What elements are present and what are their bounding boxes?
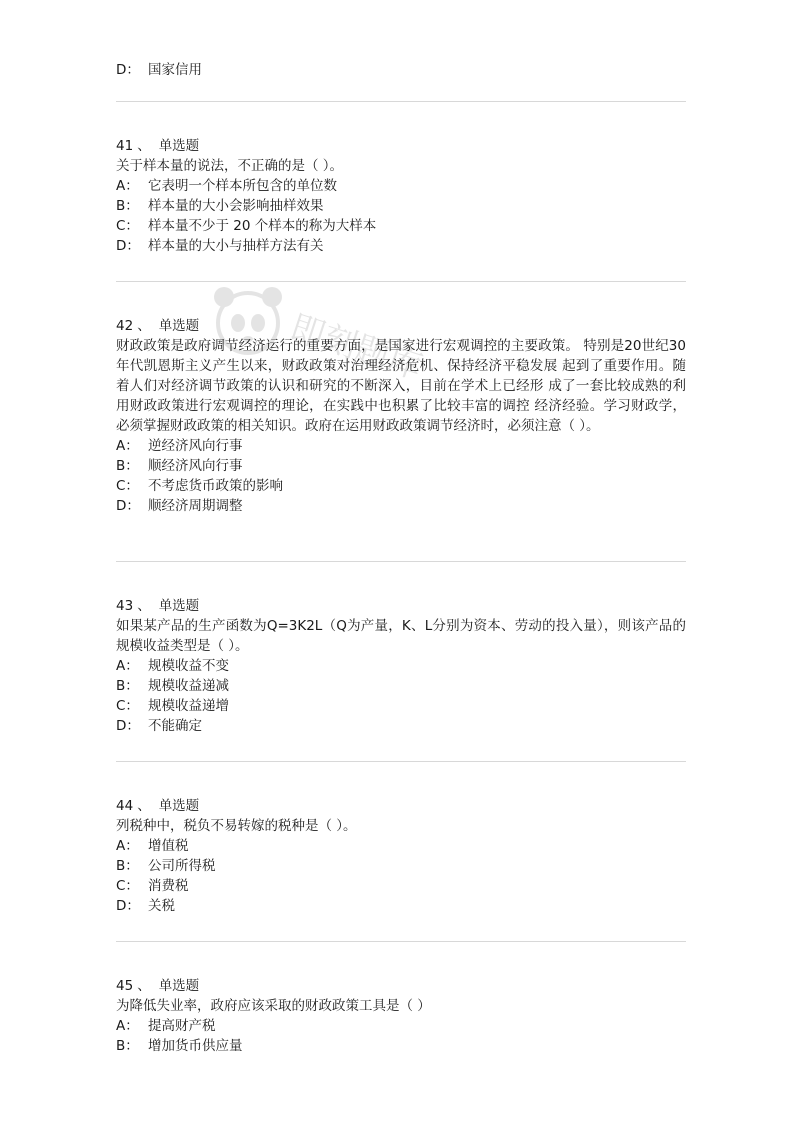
divider	[116, 941, 686, 942]
option-text: 不考虑货币政策的影响	[148, 478, 283, 494]
option-b	[116, 456, 686, 476]
question-separator: 、	[137, 978, 151, 994]
option-b	[116, 196, 686, 216]
option-key: C：	[116, 878, 139, 894]
option-text: 规模收益不变	[148, 658, 229, 674]
question-header	[116, 316, 686, 336]
question-type: 单选题	[158, 138, 200, 154]
option-b	[116, 1036, 686, 1056]
divider	[116, 281, 686, 282]
option-b	[116, 676, 686, 696]
option-d	[116, 496, 686, 516]
option-key: D：	[116, 238, 140, 254]
question-44	[116, 796, 686, 916]
option-a	[116, 1016, 686, 1036]
option-key: D：	[116, 498, 140, 514]
question-number: 42	[116, 318, 134, 334]
option-a	[116, 176, 686, 196]
option-key: B：	[116, 678, 139, 694]
option-key: B：	[116, 198, 139, 214]
option-a	[116, 836, 686, 856]
option-text: 增加货币供应量	[148, 1038, 243, 1054]
option-key: A：	[116, 838, 139, 854]
option-key: B：	[116, 1038, 139, 1054]
option-c	[116, 876, 686, 896]
option-d	[116, 60, 686, 80]
option-text: 提高财产税	[148, 1018, 216, 1034]
option-text: 样本量的大小会影响抽样效果	[148, 198, 324, 214]
watermark-text: 即刻题库	[285, 307, 427, 388]
option-key: B：	[116, 858, 139, 874]
option-text: 逆经济风向行事	[148, 438, 243, 454]
question-number: 41	[116, 138, 134, 154]
option-key: C：	[116, 698, 139, 714]
question-stem: 如果某产品的生产函数为Q=3K2L（Q为产量，K、L分别为资本、劳动的投入量），则该产品的规模收益类型是（ ）。	[116, 618, 686, 654]
question-type: 单选题	[158, 318, 200, 334]
option-text: 它表明一个样本所包含的单位数	[148, 178, 337, 194]
question-41	[116, 136, 686, 256]
question-type: 单选题	[158, 798, 200, 814]
option-key: D：	[116, 718, 140, 734]
question-43	[116, 596, 686, 736]
question-header	[116, 596, 686, 616]
question-header	[116, 796, 686, 816]
question-45	[116, 976, 686, 1056]
option-key: B：	[116, 458, 139, 474]
option-text: 公司所得税	[148, 858, 216, 874]
option-key: A：	[116, 178, 139, 194]
option-key: A：	[116, 1018, 139, 1034]
option-text: 规模收益递增	[148, 698, 229, 714]
option-key: A：	[116, 658, 139, 674]
option-a	[116, 436, 686, 456]
option-key: C：	[116, 478, 139, 494]
divider	[116, 761, 686, 762]
option-d	[116, 716, 686, 736]
question-stem: 关于样本量的说法，不正确的是（ ）。	[116, 158, 344, 174]
question-stem: 为降低失业率，政府应该采取的财政政策工具是（ ）	[116, 998, 431, 1014]
question-separator: 、	[137, 798, 151, 814]
option-key: D：	[116, 62, 140, 78]
question-type: 单选题	[158, 598, 200, 614]
divider	[116, 561, 686, 562]
question-number: 43	[116, 598, 134, 614]
option-key: D：	[116, 898, 140, 914]
option-text: 样本量不少于 20 个样本的称为大样本	[148, 218, 377, 234]
option-text: 增值税	[148, 838, 189, 854]
option-text: 顺经济风向行事	[148, 458, 243, 474]
question-separator: 、	[137, 318, 151, 334]
previous-question-tail	[116, 60, 686, 80]
option-text: 消费税	[148, 878, 189, 894]
question-42	[116, 316, 686, 516]
divider	[116, 101, 686, 102]
question-header	[116, 136, 686, 156]
option-text: 国家信用	[148, 62, 202, 78]
question-separator: 、	[137, 138, 151, 154]
option-text: 规模收益递减	[148, 678, 229, 694]
option-c	[116, 216, 686, 236]
question-separator: 、	[137, 598, 151, 614]
option-c	[116, 476, 686, 496]
option-key: C：	[116, 218, 139, 234]
option-a	[116, 656, 686, 676]
question-number: 45	[116, 978, 134, 994]
question-stem: 财政政策是政府调节经济运行的重要方面，是国家进行宏观调控的主要政策。 特别是20世纪30年代凯恩斯主义产生以来，财政政策对治理经济危机、保持经济平稳发展 起到了重要作用。随着人们对经济调节政策的认识和研究的不断深入，目前在学术上已经形 成了一套比较成熟的利用财政政策进行宏观调控的理论，在实践中也积累了比较丰富的调控 经济经验。学习财政学，必须掌握财政政策的相关知识。政府在运用财政政策调节经济时，必须注意（ ）。	[116, 338, 686, 434]
option-text: 关税	[148, 898, 175, 914]
option-key: A：	[116, 438, 139, 454]
option-d	[116, 236, 686, 256]
question-header	[116, 976, 686, 996]
option-b	[116, 856, 686, 876]
question-stem: 列税种中，税负不易转嫁的税种是（ ）。	[116, 818, 357, 834]
option-text: 样本量的大小与抽样方法有关	[148, 238, 324, 254]
option-d	[116, 896, 686, 916]
question-type: 单选题	[158, 978, 200, 994]
option-text: 顺经济周期调整	[148, 498, 243, 514]
question-number: 44	[116, 798, 134, 814]
option-c	[116, 696, 686, 716]
option-text: 不能确定	[148, 718, 202, 734]
